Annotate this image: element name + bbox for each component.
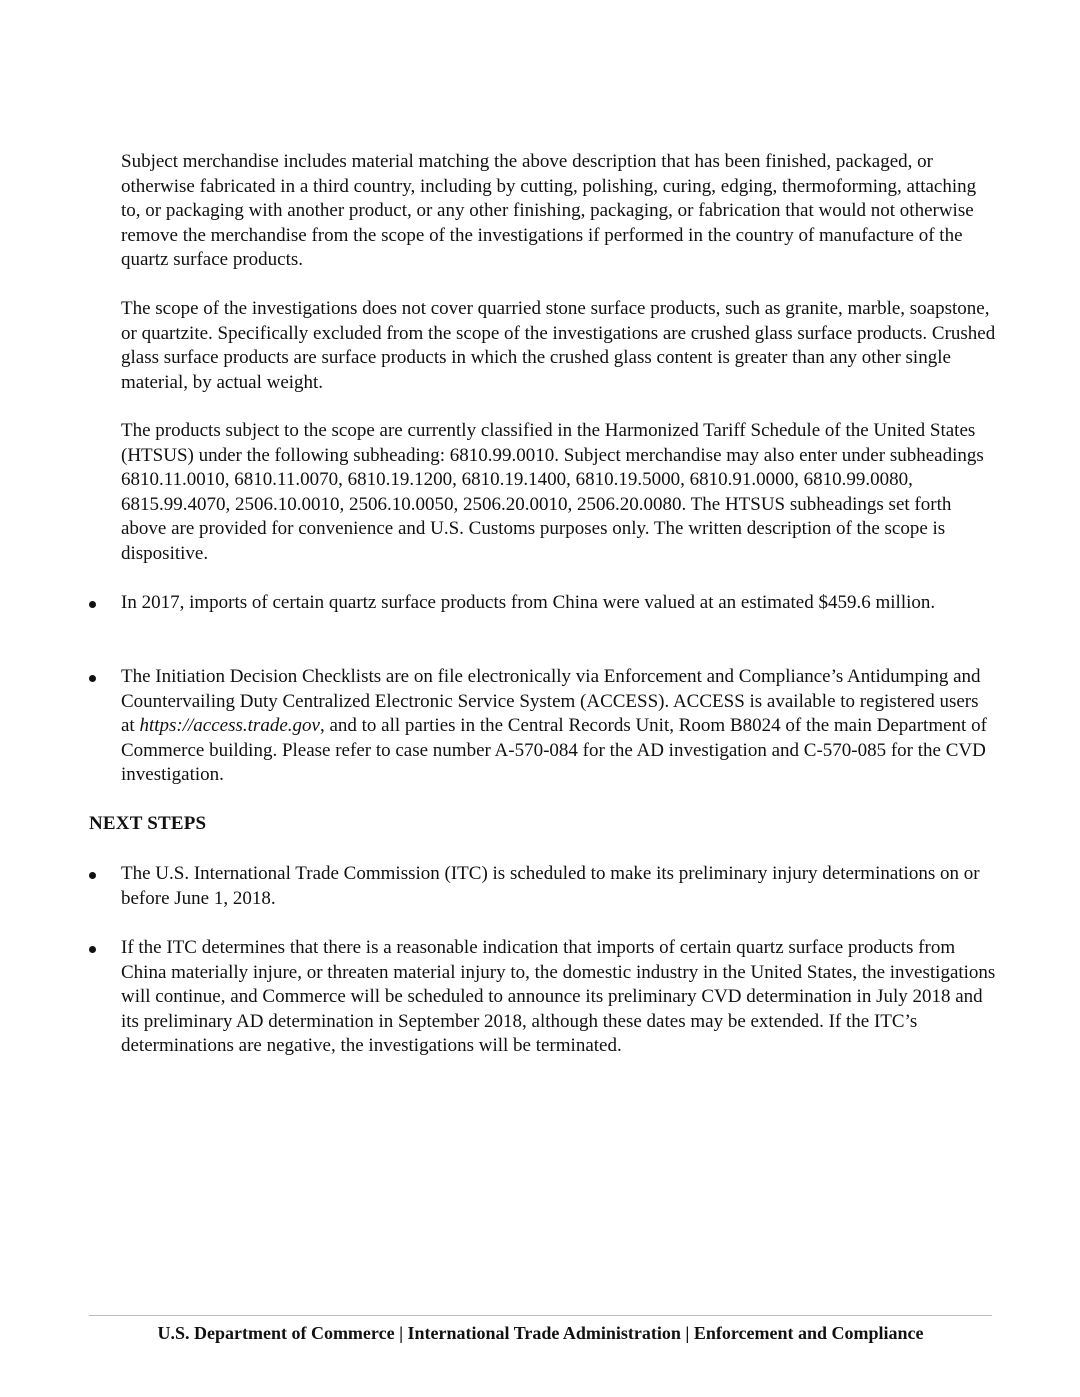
bullet-import-value bbox=[121, 591, 996, 616]
paragraph-scope-exclusions: The scope of the investigations does not cover quarried stone surface products, such as granite, marble, soapstone, or quartzite. Specifically excluded from the scope of the investigations are crushed glass surface products. Crushed glass surface products are surface products in which the crushed glass content is greater than any other single material, by actual weight. bbox=[121, 298, 996, 393]
bullet-itc-schedule bbox=[121, 862, 996, 911]
bullet-access-checklists bbox=[121, 665, 996, 788]
paragraph-htsus-subheadings: The products subject to the scope are currently classified in the Harmonized Tariff Schedule of the United States (HTSUS) under the following subheading: 6810.99.0010. Subject merchandise may also enter under subheadings 6810.11.0010, 6810.11.0070, 6810.19.1200, 6810.19.1400, 6810.19.5000, 6810.91.0000, 6810.99.0080, 6815.99.4070, 2506.10.0010, 2506.10.0050, 2506.20.0010, 2506.20.0080. The HTSUS subheadings set forth above are provided for convenience and U.S. Customs purposes only. The written description of the scope is dispositive. bbox=[121, 420, 984, 564]
bullet-icon bbox=[89, 872, 96, 879]
paragraph-third-country-processing: Subject merchandise includes material matching the above description that has been finished, packaged, or otherwise fabricated in a third country, including by cutting, polishing, curing, edging, thermoforming, attaching to, or packaging with another product, or any other finishing, packaging, or fabrication that would not otherwise remove the merchandise from the scope of the investigations if performed in the country of manufacture of the quartz surface products. bbox=[121, 151, 977, 270]
bullet-text-after-link: , and to all parties in the Central Records Unit, Room B8024 of the main Department of Commerce building. Please refer to case number A-570-084 for the AD investigation and C-570-085 for the CVD investigation. bbox=[121, 715, 987, 785]
bullet-text: If the ITC determines that there is a reasonable indication that imports of certain quartz surface products from China materially injure, or threaten material injury to, the domestic industry in the United States, the investigations will continue, and Commerce will be scheduled to announce its preliminary CVD determination in July 2018 and its preliminary AD determination in September 2018, although these dates may be extended. If the ITC’s determinations are negative, the investigations will be terminated. bbox=[121, 937, 996, 1056]
bullet-icon bbox=[89, 675, 96, 682]
bullet-icon bbox=[89, 601, 96, 608]
bullet-text-before-link: The Initiation Decision Checklists are on file electronically via Enforcement and Compliance’s Antidumping and Countervailing Duty Centralized Electronic Service System (ACCESS). ACCESS is available to registered users at bbox=[121, 666, 981, 736]
next-steps-heading: NEXT STEPS bbox=[89, 813, 207, 834]
bullet-text: The U.S. International Trade Commission (ITC) is scheduled to make its preliminary injury determinations on or before June 1, 2018. bbox=[121, 863, 980, 909]
footer-text: U.S. Department of Commerce | International Trade Administration | Enforcement and Compliance bbox=[157, 1323, 924, 1343]
access-link[interactable]: https://access.trade.gov bbox=[139, 715, 320, 736]
bullet-itc-determination bbox=[121, 936, 996, 1059]
footer-divider bbox=[89, 1315, 992, 1316]
bullet-text: In 2017, imports of certain quartz surface products from China were valued at an estimated $459.6 million. bbox=[121, 592, 936, 613]
bullet-icon bbox=[89, 946, 96, 953]
